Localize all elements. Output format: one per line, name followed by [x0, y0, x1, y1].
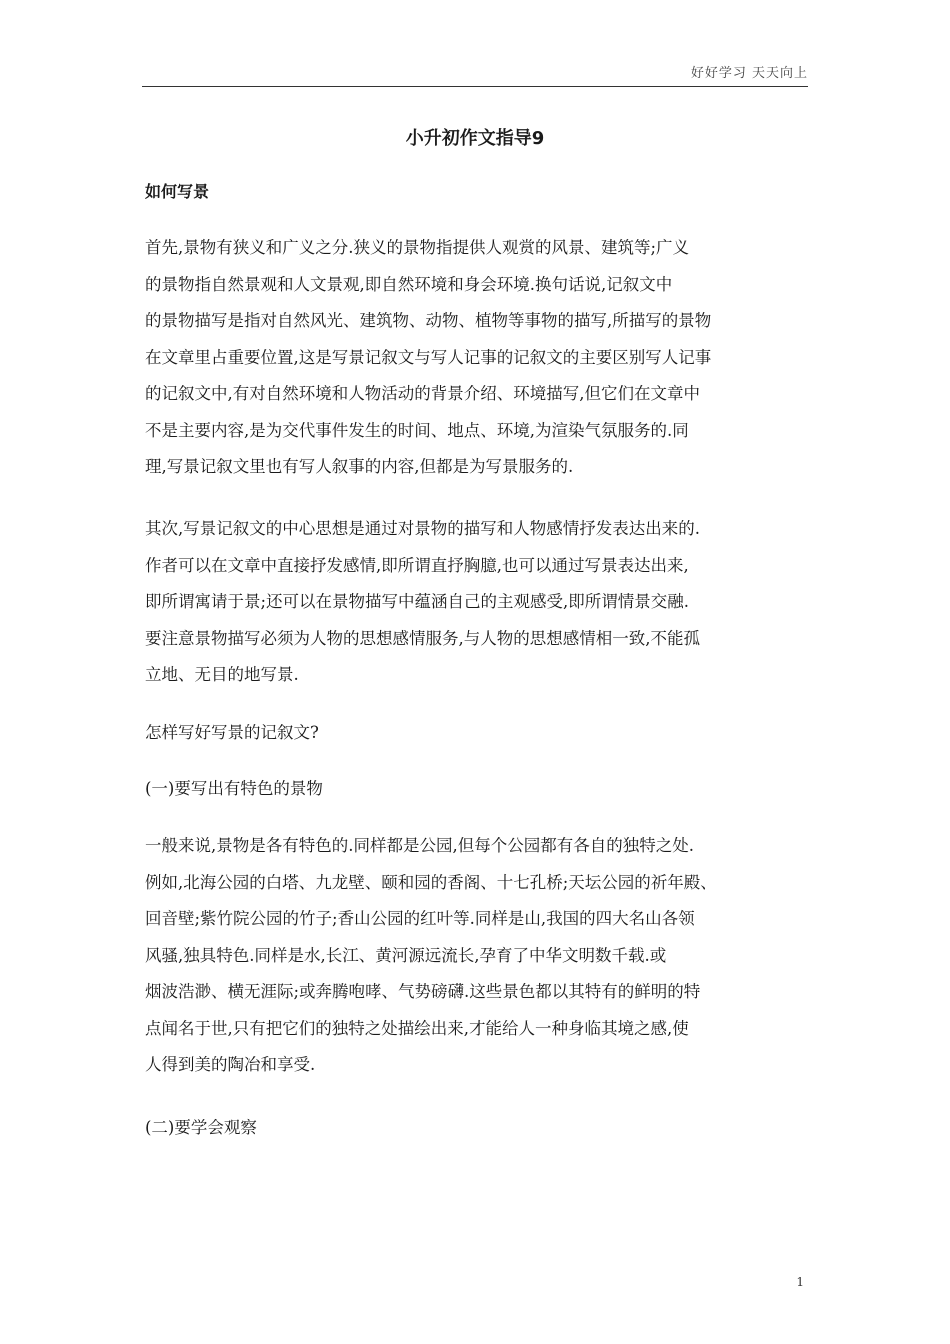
text-line: 首先,景物有狭义和广义之分.狭义的景物指提供人观赏的风景、建筑等;广义 [145, 238, 690, 257]
header-rule [142, 86, 808, 87]
page-number: 1 [796, 1275, 804, 1289]
text-line: 烟波浩渺、横无涯际;或奔腾咆哮、气势磅礴.这些景色都以其特有的鲜明的特 [145, 982, 701, 1001]
section-heading: 如何写景 [145, 182, 210, 201]
text-line: 点闻名于世,只有把它们的独特之处描绘出来,才能给人一种身临其境之感,使 [145, 1018, 689, 1038]
text-line: 不是主要内容,是为交代事件发生的时间、地点、环境,为渲染气氛服务的.同 [145, 420, 689, 440]
question-line [145, 715, 805, 752]
text-line: 要注意景物描写必须为人物的思想感情服务,与人物的思想感情相一致,不能孤 [145, 628, 700, 648]
paragraph-1 [145, 230, 805, 486]
text-line: 其次,写景记叙文的中心思想是通过对景物的描写和人物感情抒发表达出来的. [145, 519, 700, 538]
text-line: 人得到美的陶冶和享受. [145, 1055, 316, 1074]
text-line: 怎样写好写景的记叙文? [145, 723, 319, 742]
header-text: 好好学习 天天向上 [690, 66, 808, 81]
page-title: 小升初作文指导9 [405, 128, 545, 149]
text-line: (一)要写出有特色的景物 [145, 779, 323, 798]
subheading-1 [145, 771, 805, 808]
text-line: 理,写景记叙文里也有写人叙事的内容,但都是为写景服务的. [145, 457, 574, 476]
text-line: 一般来说,景物是各有特色的.同样都是公园,但每个公园都有各自的独特之处. [145, 836, 694, 855]
text-line: 立地、无目的地写景. [145, 665, 299, 684]
text-line: 的景物指自然景观和人文景观,即自然环境和身会环境.换句话说,记叙文中 [145, 274, 673, 294]
subheading-2 [145, 1110, 805, 1147]
text-line: 即所谓寓请于景;还可以在景物描写中蕴涵自己的主观感受,即所谓情景交融. [145, 592, 690, 611]
text-line: (二)要学会观察 [145, 1118, 257, 1137]
paragraph-2 [145, 511, 805, 694]
text-line: 的记叙文中,有对自然环境和人物活动的背景介绍、环境描写,但它们在文章中 [145, 384, 700, 403]
text-line: 在文章里占重要位置,这是写景记叙文与写人记事的记叙文的主要区别写人记事 [145, 347, 712, 367]
text-line: 的景物描写是指对自然风光、建筑物、动物、植物等事物的描写,所描写的景物 [145, 311, 712, 330]
text-line: 回音壁;紫竹院公园的竹子;香山公园的红叶等.同样是山,我国的四大名山各领 [145, 909, 695, 928]
paragraph-3 [145, 828, 805, 1084]
text-line: 作者可以在文章中直接抒发感情,即所谓直抒胸臆,也可以通过写景表达出来, [145, 555, 689, 575]
text-line: 例如,北海公园的白塔、九龙壁、颐和园的香阁、十七孔桥;天坛公园的祈年殿、 [145, 872, 717, 892]
text-line: 风骚,独具特色.同样是水,长江、黄河源远流长,孕育了中华文明数千载.或 [145, 945, 667, 965]
